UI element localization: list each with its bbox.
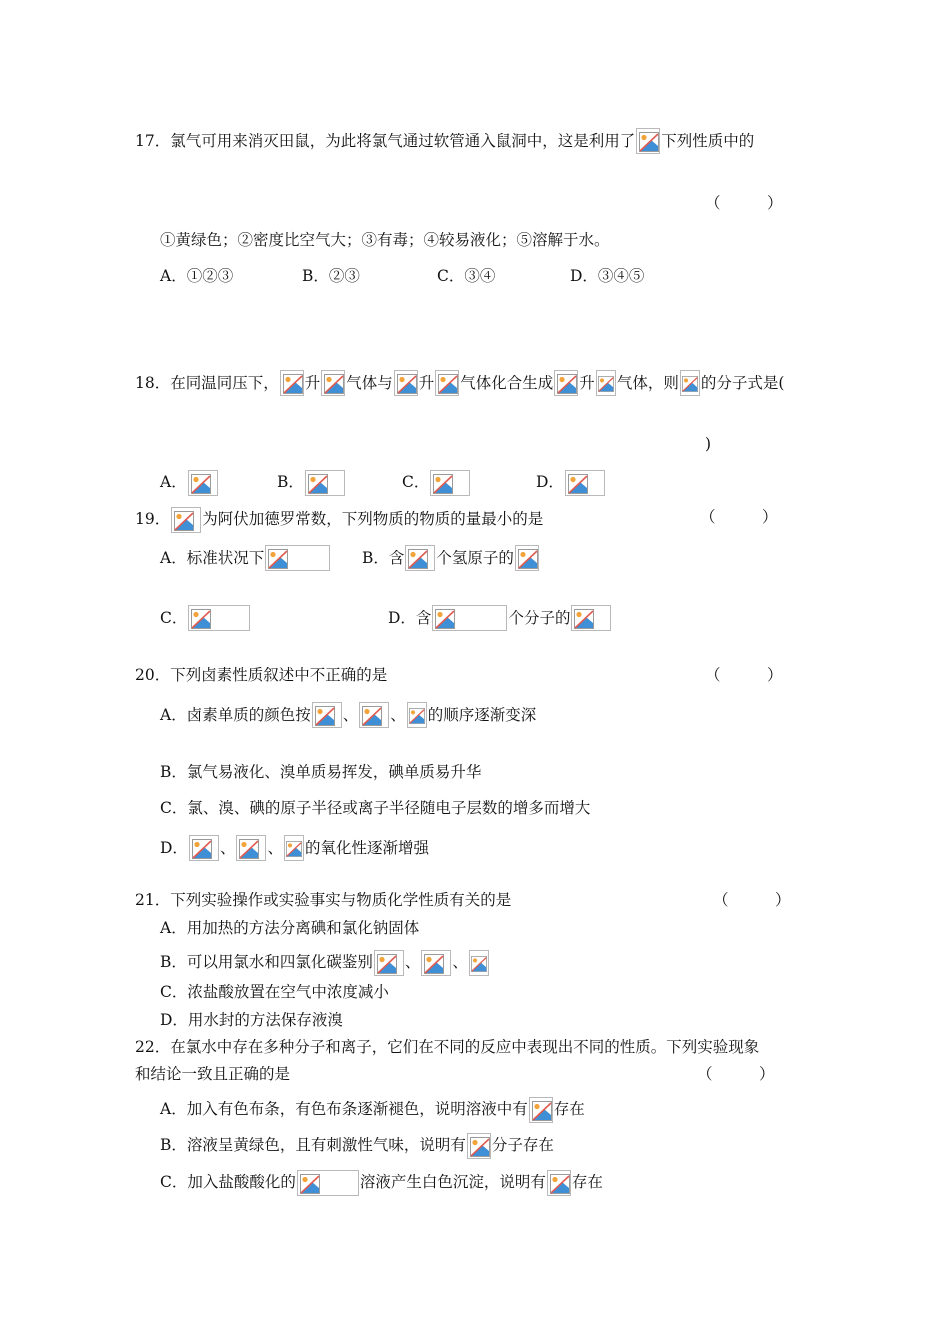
option-a: A．卤素单质的颜色按 、 、 的顺序逐渐变深 xyxy=(160,702,536,728)
property-list: ①黄绿色；②密度比空气大；③有毒；④较易液化；⑤溶解于水。 xyxy=(160,231,610,249)
formula-image xyxy=(305,470,345,496)
formula-image xyxy=(321,370,345,396)
option-c: C．浓盐酸放置在空气中浓度减小 xyxy=(160,983,389,1001)
formula-image xyxy=(636,128,660,154)
broken-image-icon xyxy=(191,474,211,494)
formula-image xyxy=(547,1170,571,1196)
formula-image xyxy=(554,370,578,396)
answer-paren: （ ） xyxy=(700,508,778,526)
answer-paren: （ ） xyxy=(697,1065,775,1083)
broken-image-icon xyxy=(470,1137,490,1157)
formula-image xyxy=(405,545,435,571)
formula-image xyxy=(189,835,219,861)
option-d: D．含 个分子的 xyxy=(388,605,612,631)
formula-image xyxy=(430,470,470,496)
formula-image xyxy=(265,545,330,571)
option-c: C．③④ xyxy=(437,267,496,285)
broken-image-icon xyxy=(557,374,577,394)
broken-image-icon xyxy=(471,954,487,974)
formula-image xyxy=(680,370,700,396)
answer-paren: （ ） xyxy=(705,194,783,212)
broken-image-icon xyxy=(300,1174,320,1194)
broken-image-icon xyxy=(424,954,444,974)
q17-stem: 17．氯气可用来消灭田鼠，为此将氯气通过软管通入鼠洞中，这是利用了 下列性质中的 xyxy=(135,128,754,154)
option-a: A．标准状况下 xyxy=(160,545,331,571)
option-c: C．氯、溴、碘的原子半径或离子半径随电子层数的增多而增大 xyxy=(160,799,591,817)
formula-image xyxy=(596,370,616,396)
formula-image xyxy=(188,605,250,631)
broken-image-icon xyxy=(438,374,458,394)
broken-image-icon xyxy=(315,706,335,726)
option-c: C． xyxy=(160,605,251,631)
q20-stem: 20．下列卤素性质叙述中不正确的是 xyxy=(135,666,388,684)
broken-image-icon xyxy=(598,374,614,394)
option-d: D．用水封的方法保存液溴 xyxy=(160,1011,343,1029)
formula-image xyxy=(312,702,342,728)
option-b: B．含 个氢原子的 xyxy=(362,545,540,571)
option-c: C． xyxy=(402,470,471,496)
option-b: B．溶液呈黄绿色，且有刺激性气味，说明有 分子存在 xyxy=(160,1133,554,1159)
formula-image xyxy=(435,370,459,396)
broken-image-icon xyxy=(362,706,382,726)
broken-image-icon xyxy=(192,839,212,859)
broken-image-icon xyxy=(435,609,455,629)
formula-image xyxy=(565,470,605,496)
formula-image xyxy=(571,605,611,631)
option-c: C．加入盐酸酸化的 溶液产生白色沉淀，说明有 存在 xyxy=(160,1170,603,1196)
option-b: B．②③ xyxy=(302,267,360,285)
option-b: B．氯气易液化、溴单质易挥发，碘单质易升华 xyxy=(160,763,482,781)
formula-image xyxy=(467,1133,491,1159)
q18-stem: 18．在同温同压下， 升 气体与 升 气体化合生成 升 气体，则 的分子式是( xyxy=(135,370,784,396)
formula-image xyxy=(394,370,418,396)
broken-image-icon xyxy=(268,549,288,569)
q19-stem: 19． 为阿伏加德罗常数，下列物质的物质的量最小的是 xyxy=(135,507,543,533)
broken-image-icon xyxy=(283,374,303,394)
broken-image-icon xyxy=(518,549,538,569)
broken-image-icon xyxy=(568,474,588,494)
formula-image xyxy=(515,545,539,571)
broken-image-icon xyxy=(682,374,698,394)
answer-paren: （ ） xyxy=(705,666,783,684)
answer-paren: ) xyxy=(705,435,712,453)
option-a: A．用加热的方法分离碘和氯化钠固体 xyxy=(160,919,420,937)
q22-stem-line2: 和结论一致且正确的是 xyxy=(135,1065,291,1083)
broken-image-icon xyxy=(639,132,659,152)
broken-image-icon xyxy=(409,706,425,726)
formula-image xyxy=(280,370,304,396)
broken-image-icon xyxy=(286,839,302,859)
option-b: B． xyxy=(277,470,346,496)
broken-image-icon xyxy=(324,374,344,394)
broken-image-icon xyxy=(532,1101,552,1121)
option-d: D．③④⑤ xyxy=(570,267,645,285)
broken-image-icon xyxy=(239,839,259,859)
broken-image-icon xyxy=(574,609,594,629)
formula-image xyxy=(297,1170,359,1196)
option-a: A．①②③ xyxy=(160,267,234,285)
broken-image-icon xyxy=(550,1174,570,1194)
formula-image xyxy=(284,835,304,861)
formula-image xyxy=(188,470,218,496)
formula-image xyxy=(407,702,427,728)
formula-image xyxy=(432,605,507,631)
formula-image xyxy=(374,950,404,976)
broken-image-icon xyxy=(174,511,194,531)
broken-image-icon xyxy=(397,374,417,394)
formula-image xyxy=(236,835,266,861)
option-d: D． xyxy=(536,470,606,496)
formula-image xyxy=(359,702,389,728)
broken-image-icon xyxy=(433,474,453,494)
broken-image-icon xyxy=(191,609,211,629)
formula-image xyxy=(469,950,489,976)
formula-image xyxy=(171,507,201,533)
broken-image-icon xyxy=(408,549,428,569)
option-a: A．加入有色布条，有色布条逐渐褪色，说明溶液中有 存在 xyxy=(160,1097,585,1123)
option-b: B．可以用氯水和四氯化碳鉴别 、 、 xyxy=(160,950,490,976)
formula-image xyxy=(421,950,451,976)
broken-image-icon xyxy=(377,954,397,974)
answer-paren: （ ） xyxy=(713,891,791,909)
option-a: A． xyxy=(160,470,219,496)
option-d: D． 、 、 的氧化性逐渐增强 xyxy=(160,835,429,861)
broken-image-icon xyxy=(308,474,328,494)
q22-stem-line1: 22．在氯水中存在多种分子和离子，它们在不同的反应中表现出不同的性质。下列实验现象 xyxy=(135,1038,760,1056)
formula-image xyxy=(529,1097,553,1123)
q21-stem: 21．下列实验操作或实验事实与物质化学性质有关的是 xyxy=(135,891,512,909)
